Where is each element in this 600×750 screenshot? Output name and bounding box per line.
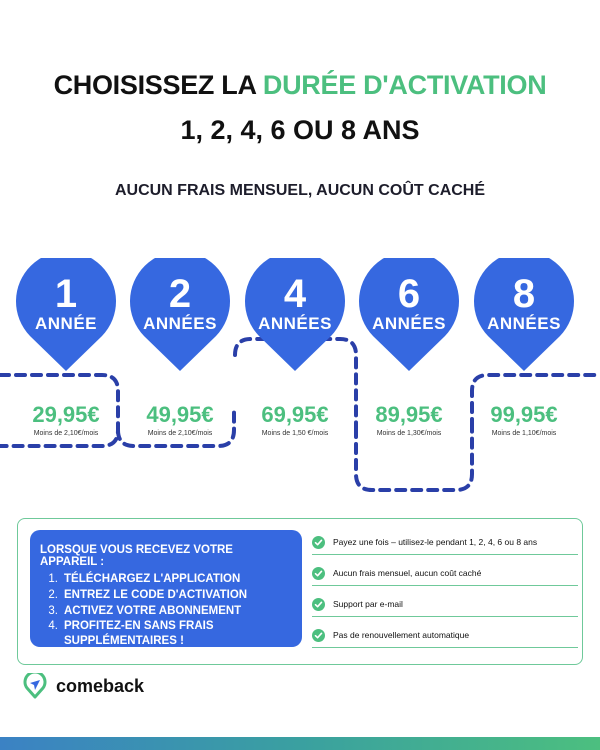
plan-monthly-8: Moins de 1,10€/mois: [491, 430, 557, 437]
plan-price-8: 99,95€: [490, 402, 558, 427]
title-durations: 1, 2, 4, 6 OU 8 ANS: [180, 115, 420, 145]
step-item: [40, 603, 292, 619]
brand-logo: [22, 673, 144, 699]
check-icon: [312, 567, 325, 580]
step-item: [40, 587, 292, 603]
plan-unit: ANNÉES: [487, 314, 561, 333]
step-number: 4.: [48, 620, 58, 632]
step-number: 1.: [48, 573, 58, 585]
benefit-item: [312, 592, 578, 617]
plan-number: 8: [512, 272, 536, 316]
check-icon: [312, 536, 325, 549]
benefit-text: Support par e-mail: [333, 599, 403, 609]
plan-pin-2[interactable]: [130, 258, 230, 373]
step-text: PROFITEZ-EN SANS FRAIS SUPPLÉMENTAIRES !: [64, 620, 214, 647]
benefit-text: Pas de renouvellement automatique: [333, 630, 470, 640]
plan-unit: ANNÉE: [34, 314, 97, 333]
check-icon: [312, 598, 325, 611]
dashed-outline-plan-4: [356, 428, 472, 490]
plan-number: 1: [54, 272, 78, 316]
plan-price-2: 49,95€: [146, 402, 214, 427]
plan-price-6: 89,95€: [375, 402, 443, 427]
plan-monthly-1: Moins de 2,10€/mois: [33, 430, 99, 437]
benefits-list: [312, 530, 578, 654]
step-item: [40, 619, 292, 649]
plan-monthly-4: Moins de 1,50 €/mois: [261, 430, 329, 437]
benefit-item: [312, 623, 578, 648]
plan-number: 4: [283, 272, 307, 316]
steps-title: LORSQUE VOUS RECEVEZ VOTRE APPAREIL :: [40, 544, 233, 568]
step-item: [40, 571, 292, 587]
title-part1: CHOISISSEZ LA: [53, 70, 263, 100]
plan-unit: ANNÉES: [143, 314, 217, 333]
plan-price-1: 29,95€: [32, 402, 100, 427]
step-number: 3.: [48, 605, 58, 617]
plan-pin-6[interactable]: [359, 258, 459, 373]
brand-name: comeback: [56, 675, 145, 696]
plan-price-4: 69,95€: [261, 402, 329, 427]
activation-steps: [30, 530, 302, 647]
step-text: TÉLÉCHARGEZ L'APPLICATION: [64, 573, 241, 585]
benefit-text: Aucun frais mensuel, aucun coût caché: [333, 568, 482, 578]
plan-unit: ANNÉES: [258, 314, 332, 333]
subtitle: AUCUN FRAIS MENSUEL, AUCUN COÛT CACHÉ: [114, 182, 486, 199]
bottom-gradient-bar: [0, 737, 600, 750]
benefit-item: [312, 561, 578, 586]
steps-list: [40, 571, 292, 649]
step-text: ENTREZ LE CODE D'ACTIVATION: [64, 589, 248, 601]
plan-monthly-2: Moins de 2,10€/mois: [147, 430, 213, 437]
step-text: ACTIVEZ VOTRE ABONNEMENT: [64, 605, 242, 617]
plan-unit: ANNÉES: [372, 314, 446, 333]
plan-monthly-6: Moins de 1,30€/mois: [376, 430, 442, 437]
plan-pin-4[interactable]: [245, 258, 345, 373]
step-number: 2.: [48, 589, 58, 601]
plan-pin-8[interactable]: [474, 258, 574, 373]
plan-number: 2: [168, 272, 192, 316]
benefit-text: Payez une fois – utilisez-le pendant 1, 2, 4, 6 ou 8 ans: [333, 537, 538, 547]
check-icon: [312, 629, 325, 642]
plan-number: 6: [397, 272, 421, 316]
location-pin-logo-icon: [22, 673, 48, 699]
title-accent: DURÉE D'ACTIVATION: [262, 70, 547, 100]
plan-pin-1[interactable]: [16, 258, 116, 373]
benefit-item: [312, 530, 578, 555]
